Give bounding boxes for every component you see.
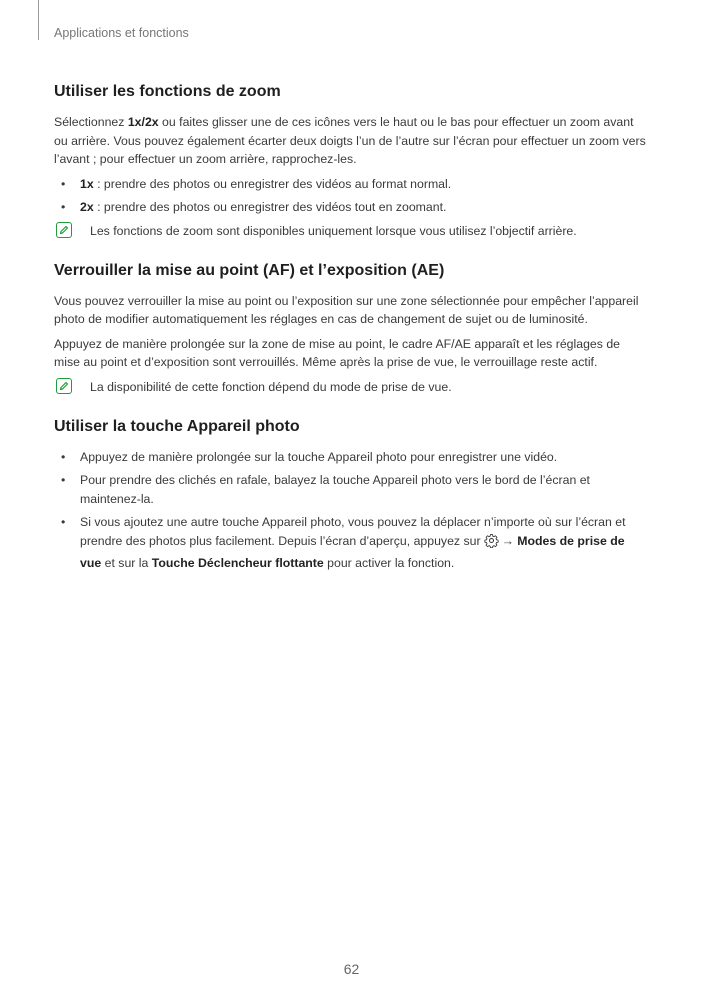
list-item: • 2x : prendre des photos ou enregistrer des vidéos tout en zoomant.: [61, 200, 447, 215]
page-content: [54, 82, 649, 577]
list-item: • Si vous ajoutez une autre touche Appareil photo, vous pouvez la déplacer n’importe où sur l’écran et prendre des photos plus facilement. Depuis l’écran d’aperçu, appuyez sur → Modes de prise de vue et sur la Touche Déclencheur flottante pour activer la fonction.: [61, 515, 626, 570]
zoom-2x-term: 2x: [144, 115, 159, 129]
option-touche-declencheur-flottante: Touche Déclencheur flottante: [151, 555, 324, 570]
zoom-1x-term: 1x: [127, 115, 142, 129]
af-ae-paragraph-2: Appuyez de manière prolongée sur la zone de mise au point, le cadre AF/AE apparaît et les réglages de mise au point et d’exposition sont verrouillés. Même après la prise de vue, le verrouillage reste actif.: [54, 336, 621, 370]
list-item: • Appuyez de manière prolongée sur la touche Appareil photo pour enregistrer une vidéo.: [61, 449, 558, 464]
zoom-note: Les fonctions de zoom sont disponibles uniquement lorsque vous utilisez l’objectif arrière.: [54, 222, 649, 241]
section-title-af-ae: Verrouiller la mise au point (AF) et l’exposition (AE): [54, 261, 445, 279]
note-pencil-icon: [56, 222, 72, 238]
running-title: Applications et fonctions: [54, 26, 189, 40]
af-ae-paragraph-1: Vous pouvez verrouiller la mise au point ou l’exposition sur une zone sélectionnée pour empêcher l’appareil photo de modifier automatiquement les réglages en cas de changement de sujet ou de luminosité.: [54, 293, 639, 327]
header-rule: [38, 0, 39, 40]
gear-icon: [484, 533, 499, 554]
list-item: • 1x : prendre des photos ou enregistrer des vidéos au format normal.: [61, 176, 452, 191]
zoom-intro-paragraph: Sélectionnez 1x/2x ou faites glisser une de ces icônes vers le haut ou le bas pour effectuer un zoom avant ou arrière. Vous pouvez également écarter deux doigts l’un de l’autre sur l’écran pour effectuer un zoom vers l’avant ; pour effectuer un zoom arrière, rapprochez-les.: [54, 115, 646, 167]
section-title-camera-button: Utiliser la touche Appareil photo: [54, 417, 300, 435]
section-title-zoom: Utiliser les fonctions de zoom: [54, 83, 281, 100]
note-pencil-icon: [56, 378, 72, 394]
menu-modes-de-prise-de-vue: Modes de prise de vue: [80, 533, 625, 570]
af-ae-note: La disponibilité de cette fonction dépend du mode de prise de vue.: [54, 378, 649, 397]
camera-button-list: [54, 448, 649, 573]
zoom-options-list: [54, 175, 649, 217]
list-item: • Pour prendre des clichés en rafale, balayez la touche Appareil photo vers le bord de l’écran et maintenez-la.: [61, 473, 590, 506]
page-number: 62: [343, 961, 360, 977]
